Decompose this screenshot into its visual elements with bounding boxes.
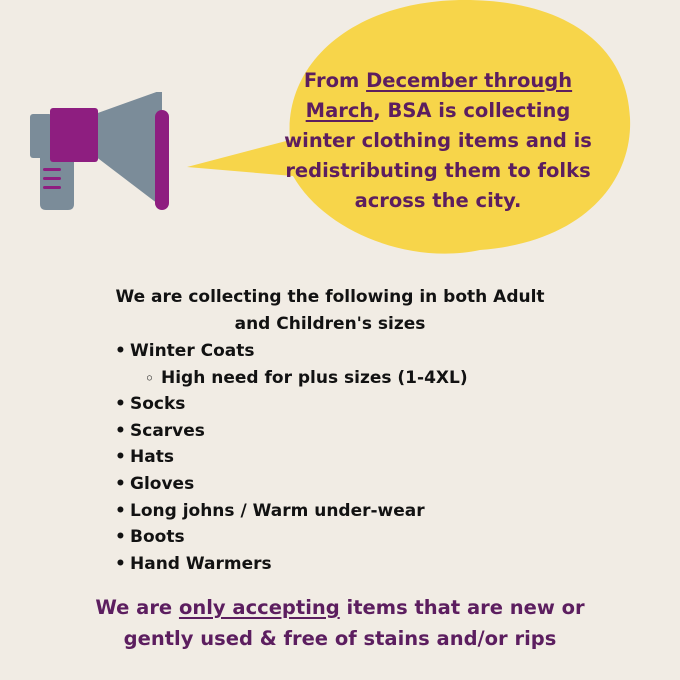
list-item: • Winter Coats (115, 338, 468, 365)
list-item: • Gloves (115, 471, 468, 498)
list-item: • Boots (115, 524, 468, 551)
list-subitem: ◦ High need for plus sizes (1-4XL) (115, 365, 468, 392)
list-item: • Scarves (115, 418, 468, 445)
list-item: • Long johns / Warm under-wear (115, 498, 468, 525)
collection-period: December through March (305, 69, 573, 122)
announcement-text: From December through March, BSA is collecting winter clothing items and is redistributing them to folks across the city. (284, 69, 592, 212)
intro-heading: We are collecting the following in both Adult and Children's sizes (115, 287, 545, 334)
list-item: • Hats (115, 444, 468, 471)
items-list (115, 338, 468, 577)
acceptance-emphasis: only accepting (178, 596, 340, 619)
acceptance-notice: We are only accepting items that are new or gently used & free of stains and/or rips (95, 596, 585, 650)
megaphone-icon (30, 92, 190, 217)
list-item: • Socks (115, 391, 468, 418)
list-item: • Hand Warmers (115, 551, 468, 578)
